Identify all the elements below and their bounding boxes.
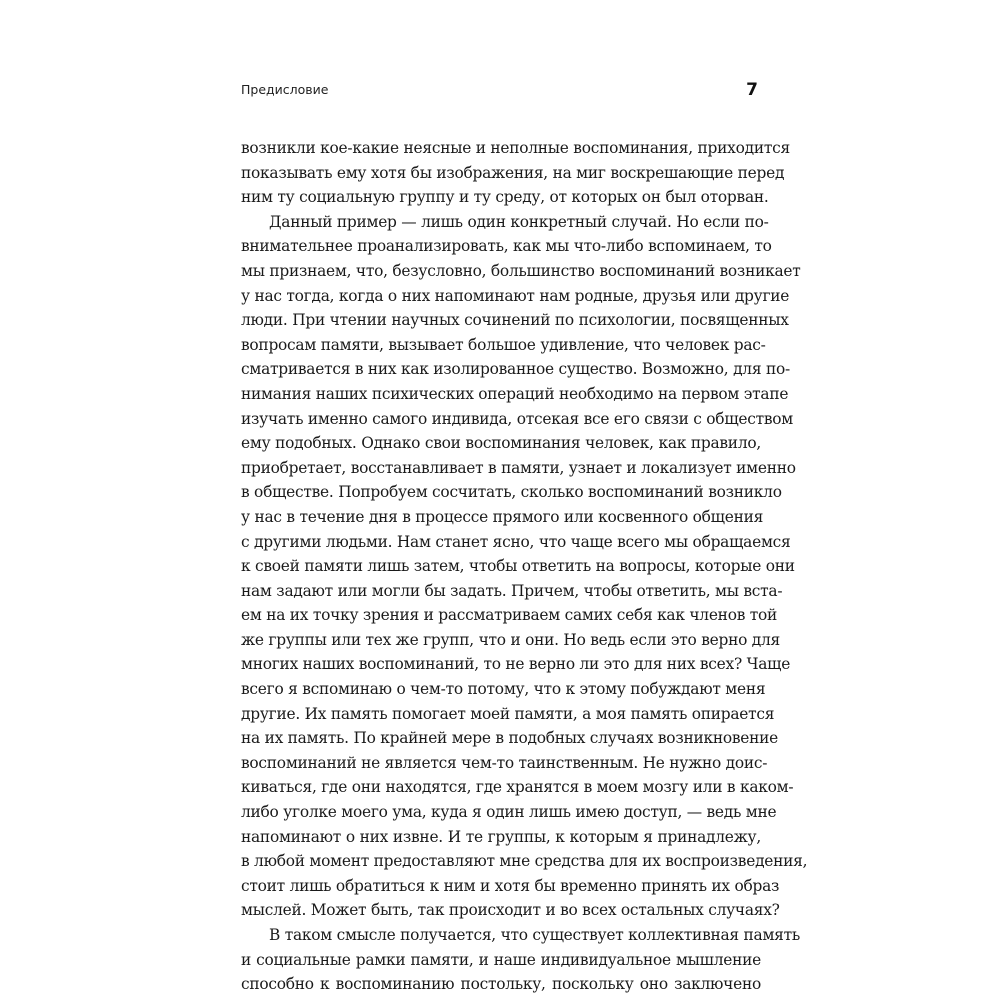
text-line: В таком смысле получается, что существует коллективная память (269, 926, 801, 944)
text-line: у нас в течение дня в процессе прямого или косвенного общения (241, 507, 764, 526)
page-number: 7 (746, 80, 758, 100)
text-line: с другими людьми. Нам станет ясно, что чаще всего мы обращаемся (241, 532, 791, 551)
text-line: в обществе. Попробуем сосчитать, сколько воспоминаний возникло (241, 483, 782, 502)
text-line: сматривается в них как изолированное существо. Возможно, для по- (241, 360, 790, 379)
text-line: ему подобных. Однако свои воспоминания человек, как правило, (241, 434, 761, 453)
text-line: киваться, где они находятся, где хранятся в моем мозгу или в каком- (241, 778, 794, 797)
text-line: воспоминаний не является чем-то таинственным. Не нужно доис- (241, 753, 768, 772)
text-line: способно к воспоминанию постольку, поскольку оно заключено (241, 975, 761, 994)
text-line: всего я вспоминаю о чем-то потому, что к этому побуждают меня (241, 680, 766, 699)
text-line: многих наших воспоминаний, то не верно ли это для них всех? Чаще (241, 655, 791, 674)
text-line: напоминают о них извне. И те группы, к которым я принадлежу, (241, 827, 761, 846)
text-line: ним ту социальную группу и ту среду, от которых он был оторван. (241, 188, 769, 207)
text-line: ем на их точку зрения и рассматриваем самих себя как членов той (241, 606, 778, 625)
text-line: другие. Их память помогает моей памяти, а моя память опирается (241, 704, 775, 723)
text-line: изучать именно самого индивида, отсекая все его связи с обществом (241, 409, 794, 428)
text-line: к своей памяти лишь затем, чтобы ответить на вопросы, которые они (241, 557, 795, 576)
text-line: либо уголке моего ума, куда я один лишь имею доступ, — ведь мне (241, 803, 777, 822)
text-line: стоит лишь обратиться к ним и хотя бы временно принять их образ (241, 876, 780, 895)
text-line: люди. При чтении научных сочинений по психологии, посвященных (241, 311, 789, 330)
text-line: приобретает, восстанавливает в памяти, узнает и локализует именно (241, 458, 796, 477)
text-line: в любой момент предоставляют мне средства для их воспроизведения, (241, 852, 808, 871)
text-line: вопросам памяти, вызывает большое удивление, что человек рас- (241, 335, 766, 354)
text-line: показывать ему хотя бы изображения, на миг воскрешающие перед (241, 163, 785, 182)
text-line: мы признаем, что, безусловно, большинство воспоминаний возникает (241, 261, 801, 280)
text-line: на их память. По крайней мере в подобных случаях возникновение (241, 729, 779, 748)
text-line: же группы или тех же групп, что и они. Но ведь если это верно для (241, 630, 780, 649)
text-line: возникли кое-какие неясные и неполные воспоминания, приходится (241, 139, 790, 157)
running-head: Предисловие (241, 82, 329, 97)
text-line: мыслей. Может быть, так происходит и во всех остальных случаях? (241, 901, 780, 920)
text-line: и социальные рамки памяти, и наше индивидуальное мышление (241, 950, 761, 969)
text-line: у нас тогда, когда о них напоминают нам родные, друзья или другие (241, 286, 790, 305)
text-line: нам задают или могли бы задать. Причем, чтобы ответить, мы вста- (241, 581, 783, 600)
text-line: внимательнее проанализировать, как мы что-либо вспоминаем, то (241, 237, 772, 256)
text-line: Данный пример — лишь один конкретный случай. Но если по- (269, 212, 769, 231)
body-text (241, 136, 808, 997)
text-line: нимания наших психических операций необходимо на первом этапе (241, 384, 789, 403)
